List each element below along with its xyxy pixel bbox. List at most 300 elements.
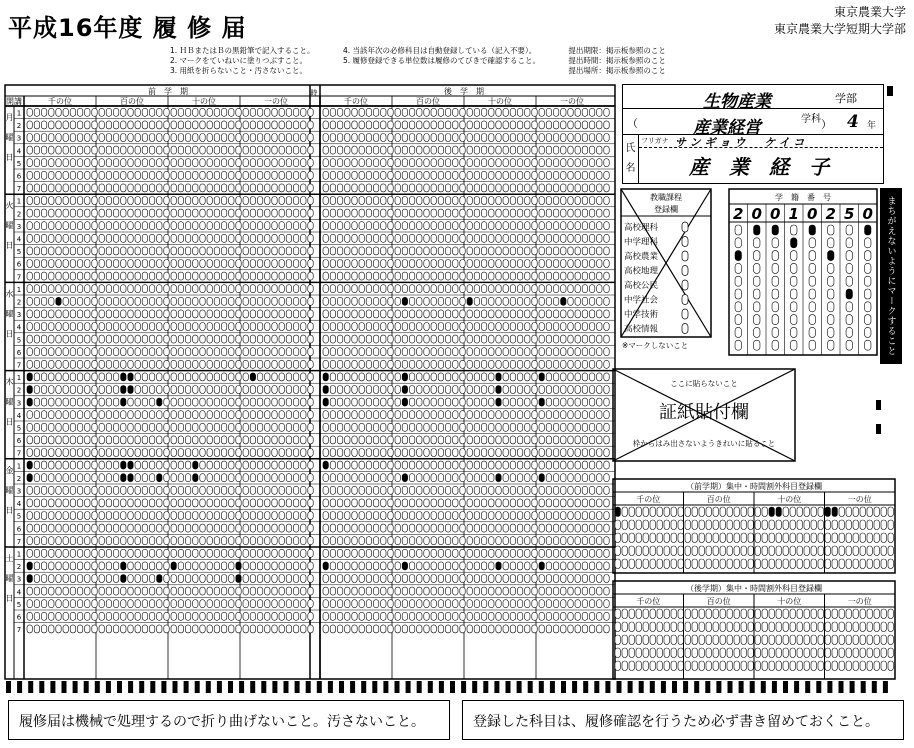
mark-bubble[interactable]: [250, 512, 255, 520]
mark-bubble[interactable]: [804, 648, 809, 658]
mark-bubble[interactable]: [106, 297, 111, 305]
mark-bubble[interactable]: [874, 648, 879, 658]
mark-bubble[interactable]: [157, 348, 162, 356]
mark-filled[interactable]: [402, 386, 407, 394]
mark-bubble[interactable]: [142, 134, 147, 142]
mark-bubble[interactable]: [56, 260, 61, 268]
mark-bubble[interactable]: [185, 625, 190, 633]
mark-bubble[interactable]: [229, 247, 234, 255]
mark-bubble[interactable]: [70, 423, 75, 431]
mark-bubble[interactable]: [272, 247, 277, 255]
mark-bubble[interactable]: [776, 635, 781, 645]
mark-bubble[interactable]: [236, 512, 241, 520]
mark-bubble[interactable]: [345, 423, 350, 431]
mark-bubble[interactable]: [142, 159, 147, 167]
mark-bubble[interactable]: [366, 310, 371, 318]
mark-bubble[interactable]: [330, 159, 335, 167]
mark-bubble[interactable]: [832, 559, 837, 569]
mark-bubble[interactable]: [431, 310, 436, 318]
mark-bubble[interactable]: [345, 512, 350, 520]
mark-bubble[interactable]: [63, 348, 68, 356]
mark-bubble[interactable]: [63, 411, 68, 419]
digit-mark-filled[interactable]: [735, 251, 741, 261]
mark-bubble[interactable]: [489, 134, 494, 142]
mark-filled[interactable]: [539, 398, 544, 406]
mark-bubble[interactable]: [99, 575, 104, 583]
mark-bubble[interactable]: [193, 423, 198, 431]
mark-bubble[interactable]: [424, 499, 429, 507]
mark-bubble[interactable]: [517, 108, 522, 116]
mark-bubble[interactable]: [27, 625, 32, 633]
mark-bubble[interactable]: [532, 512, 537, 520]
mark-bubble[interactable]: [678, 635, 683, 645]
mark-bubble[interactable]: [489, 524, 494, 532]
mark-bubble[interactable]: [445, 121, 450, 129]
mark-bubble[interactable]: [417, 360, 422, 368]
mark-bubble[interactable]: [279, 612, 284, 620]
mark-bubble[interactable]: [323, 197, 328, 205]
mark-bubble[interactable]: [553, 108, 558, 116]
mark-bubble[interactable]: [489, 625, 494, 633]
mark-bubble[interactable]: [207, 234, 212, 242]
mark-bubble[interactable]: [200, 323, 205, 331]
mark-bubble[interactable]: [352, 260, 357, 268]
mark-bubble[interactable]: [337, 486, 342, 494]
mark-bubble[interactable]: [214, 499, 219, 507]
mark-bubble[interactable]: [293, 159, 298, 167]
mark-bubble[interactable]: [99, 209, 104, 217]
mark-bubble[interactable]: [200, 260, 205, 268]
mark-bubble[interactable]: [337, 222, 342, 230]
mark-bubble[interactable]: [453, 474, 458, 482]
mark-bubble[interactable]: [539, 323, 544, 331]
mark-bubble[interactable]: [128, 134, 133, 142]
mark-bubble[interactable]: [409, 411, 414, 419]
mark-bubble[interactable]: [337, 209, 342, 217]
mark-bubble[interactable]: [229, 360, 234, 368]
mark-bubble[interactable]: [345, 297, 350, 305]
mark-bubble[interactable]: [395, 234, 400, 242]
mark-bubble[interactable]: [185, 449, 190, 457]
mark-bubble[interactable]: [692, 635, 697, 645]
mark-bubble[interactable]: [85, 512, 90, 520]
mark-bubble[interactable]: [56, 146, 61, 154]
mark-bubble[interactable]: [250, 486, 255, 494]
mark-bubble[interactable]: [85, 575, 90, 583]
mark-bubble[interactable]: [308, 134, 313, 142]
mark-bubble[interactable]: [279, 272, 284, 280]
mark-bubble[interactable]: [783, 533, 788, 543]
mark-bubble[interactable]: [149, 197, 154, 205]
mark-bubble[interactable]: [221, 436, 226, 444]
mark-bubble[interactable]: [604, 108, 609, 116]
mark-bubble[interactable]: [818, 648, 823, 658]
mark-bubble[interactable]: [106, 348, 111, 356]
mark-bubble[interactable]: [568, 247, 573, 255]
mark-bubble[interactable]: [417, 461, 422, 469]
mark-bubble[interactable]: [467, 134, 472, 142]
mark-bubble[interactable]: [99, 310, 104, 318]
digit-mark-filled[interactable]: [809, 225, 815, 235]
mark-bubble[interactable]: [286, 197, 291, 205]
mark-bubble[interactable]: [503, 449, 508, 457]
mark-bubble[interactable]: [250, 184, 255, 192]
mark-bubble[interactable]: [561, 461, 566, 469]
mark-bubble[interactable]: [481, 549, 486, 557]
mark-bubble[interactable]: [121, 222, 126, 230]
mark-bubble[interactable]: [381, 411, 386, 419]
mark-bubble[interactable]: [568, 499, 573, 507]
mark-bubble[interactable]: [503, 499, 508, 507]
mark-bubble[interactable]: [381, 486, 386, 494]
mark-bubble[interactable]: [604, 121, 609, 129]
mark-bubble[interactable]: [366, 222, 371, 230]
mark-bubble[interactable]: [257, 310, 262, 318]
mark-bubble[interactable]: [643, 507, 648, 517]
mark-bubble[interactable]: [496, 247, 501, 255]
mark-bubble[interactable]: [589, 486, 594, 494]
mark-bubble[interactable]: [85, 159, 90, 167]
mark-bubble[interactable]: [265, 184, 270, 192]
mark-bubble[interactable]: [157, 499, 162, 507]
mark-bubble[interactable]: [301, 159, 306, 167]
mark-bubble[interactable]: [236, 121, 241, 129]
mark-bubble[interactable]: [539, 121, 544, 129]
mark-bubble[interactable]: [539, 587, 544, 595]
mark-bubble[interactable]: [438, 159, 443, 167]
mark-bubble[interactable]: [250, 222, 255, 230]
mark-bubble[interactable]: [142, 474, 147, 482]
mark-bubble[interactable]: [34, 209, 39, 217]
mark-bubble[interactable]: [171, 411, 176, 419]
mark-bubble[interactable]: [178, 146, 183, 154]
mark-bubble[interactable]: [185, 411, 190, 419]
mark-bubble[interactable]: [27, 612, 32, 620]
mark-bubble[interactable]: [92, 134, 97, 142]
mark-bubble[interactable]: [330, 398, 335, 406]
mark-bubble[interactable]: [503, 524, 508, 532]
mark-bubble[interactable]: [453, 134, 458, 142]
mark-bubble[interactable]: [301, 499, 306, 507]
mark-bubble[interactable]: [157, 108, 162, 116]
mark-bubble[interactable]: [164, 121, 169, 129]
mark-bubble[interactable]: [121, 600, 126, 608]
mark-bubble[interactable]: [85, 146, 90, 154]
mark-bubble[interactable]: [178, 222, 183, 230]
mark-bubble[interactable]: [445, 272, 450, 280]
mark-bubble[interactable]: [489, 549, 494, 557]
mark-bubble[interactable]: [517, 323, 522, 331]
mark-bubble[interactable]: [135, 146, 140, 154]
mark-bubble[interactable]: [250, 260, 255, 268]
mark-bubble[interactable]: [489, 146, 494, 154]
mark-bubble[interactable]: [517, 524, 522, 532]
mark-bubble[interactable]: [539, 197, 544, 205]
mark-bubble[interactable]: [568, 159, 573, 167]
mark-bubble[interactable]: [373, 134, 378, 142]
mark-bubble[interactable]: [589, 587, 594, 595]
mark-bubble[interactable]: [453, 449, 458, 457]
mark-bubble[interactable]: [517, 209, 522, 217]
mark-bubble[interactable]: [474, 373, 479, 381]
mark-bubble[interactable]: [373, 159, 378, 167]
mark-bubble[interactable]: [402, 600, 407, 608]
mark-bubble[interactable]: [330, 197, 335, 205]
mark-bubble[interactable]: [496, 537, 501, 545]
mark-bubble[interactable]: [853, 533, 858, 543]
mark-bubble[interactable]: [546, 461, 551, 469]
mark-bubble[interactable]: [272, 423, 277, 431]
mark-bubble[interactable]: [431, 449, 436, 457]
mark-bubble[interactable]: [121, 423, 126, 431]
mark-bubble[interactable]: [568, 197, 573, 205]
mark-bubble[interactable]: [352, 549, 357, 557]
mark-bubble[interactable]: [409, 348, 414, 356]
mark-bubble[interactable]: [214, 461, 219, 469]
mark-bubble[interactable]: [503, 184, 508, 192]
mark-bubble[interactable]: [56, 234, 61, 242]
mark-bubble[interactable]: [685, 507, 690, 517]
mark-bubble[interactable]: [597, 310, 602, 318]
mark-bubble[interactable]: [546, 285, 551, 293]
mark-bubble[interactable]: [113, 348, 118, 356]
mark-bubble[interactable]: [99, 474, 104, 482]
mark-bubble[interactable]: [460, 537, 465, 545]
mark-bubble[interactable]: [582, 587, 587, 595]
mark-bubble[interactable]: [503, 197, 508, 205]
mark-bubble[interactable]: [70, 222, 75, 230]
mark-bubble[interactable]: [706, 622, 711, 632]
mark-bubble[interactable]: [214, 209, 219, 217]
mark-bubble[interactable]: [41, 449, 46, 457]
mark-bubble[interactable]: [345, 285, 350, 293]
mark-bubble[interactable]: [496, 449, 501, 457]
student-number-box[interactable]: [728, 188, 878, 356]
mark-bubble[interactable]: [460, 272, 465, 280]
mark-bubble[interactable]: [546, 323, 551, 331]
mark-bubble[interactable]: [63, 512, 68, 520]
mark-bubble[interactable]: [395, 449, 400, 457]
mark-bubble[interactable]: [409, 474, 414, 482]
mark-bubble[interactable]: [575, 423, 580, 431]
mark-bubble[interactable]: [503, 272, 508, 280]
mark-bubble[interactable]: [41, 512, 46, 520]
mark-bubble[interactable]: [185, 373, 190, 381]
mark-bubble[interactable]: [113, 562, 118, 570]
mark-bubble[interactable]: [34, 121, 39, 129]
mark-bubble[interactable]: [164, 335, 169, 343]
mark-bubble[interactable]: [229, 373, 234, 381]
mark-bubble[interactable]: [438, 512, 443, 520]
mark-bubble[interactable]: [727, 622, 732, 632]
mark-bubble[interactable]: [643, 635, 648, 645]
mark-bubble[interactable]: [323, 360, 328, 368]
mark-bubble[interactable]: [279, 512, 284, 520]
mark-bubble[interactable]: [474, 348, 479, 356]
mark-bubble[interactable]: [561, 209, 566, 217]
mark-bubble[interactable]: [257, 373, 262, 381]
mark-bubble[interactable]: [453, 461, 458, 469]
mark-bubble[interactable]: [200, 121, 205, 129]
mark-filled[interactable]: [157, 575, 162, 583]
mark-bubble[interactable]: [128, 348, 133, 356]
mark-bubble[interactable]: [337, 549, 342, 557]
mark-bubble[interactable]: [373, 209, 378, 217]
mark-bubble[interactable]: [748, 546, 753, 556]
mark-bubble[interactable]: [417, 260, 422, 268]
mark-bubble[interactable]: [308, 474, 313, 482]
mark-bubble[interactable]: [460, 386, 465, 394]
mark-bubble[interactable]: [128, 587, 133, 595]
mark-bubble[interactable]: [121, 587, 126, 595]
mark-bubble[interactable]: [243, 323, 248, 331]
mark-bubble[interactable]: [589, 625, 594, 633]
mark-bubble[interactable]: [200, 272, 205, 280]
mark-bubble[interactable]: [257, 499, 262, 507]
mark-bubble[interactable]: [308, 121, 313, 129]
digit-mark[interactable]: [754, 340, 760, 350]
mark-bubble[interactable]: [214, 184, 219, 192]
mark-bubble[interactable]: [63, 423, 68, 431]
mark-bubble[interactable]: [135, 197, 140, 205]
mark-bubble[interactable]: [832, 661, 837, 671]
mark-bubble[interactable]: [409, 524, 414, 532]
mark-bubble[interactable]: [92, 373, 97, 381]
mark-bubble[interactable]: [460, 398, 465, 406]
mark-bubble[interactable]: [381, 310, 386, 318]
mark-bubble[interactable]: [474, 461, 479, 469]
mark-bubble[interactable]: [622, 533, 627, 543]
mark-bubble[interactable]: [221, 323, 226, 331]
mark-bubble[interactable]: [832, 648, 837, 658]
mark-bubble[interactable]: [575, 348, 580, 356]
digit-mark[interactable]: [772, 327, 778, 337]
mark-bubble[interactable]: [532, 184, 537, 192]
mark-bubble[interactable]: [265, 524, 270, 532]
mark-bubble[interactable]: [193, 512, 198, 520]
mark-bubble[interactable]: [41, 335, 46, 343]
mark-bubble[interactable]: [41, 360, 46, 368]
mark-bubble[interactable]: [113, 575, 118, 583]
mark-bubble[interactable]: [70, 411, 75, 419]
mark-bubble[interactable]: [56, 499, 61, 507]
mark-bubble[interactable]: [193, 575, 198, 583]
mark-bubble[interactable]: [373, 449, 378, 457]
mark-bubble[interactable]: [359, 625, 364, 633]
mark-bubble[interactable]: [424, 423, 429, 431]
mark-bubble[interactable]: [409, 272, 414, 280]
mark-bubble[interactable]: [366, 171, 371, 179]
mark-bubble[interactable]: [142, 272, 147, 280]
mark-bubble[interactable]: [431, 108, 436, 116]
mark-bubble[interactable]: [489, 184, 494, 192]
mark-bubble[interactable]: [496, 499, 501, 507]
mark-bubble[interactable]: [164, 108, 169, 116]
mark-bubble[interactable]: [193, 197, 198, 205]
mark-bubble[interactable]: [769, 533, 774, 543]
mark-bubble[interactable]: [142, 423, 147, 431]
mark-bubble[interactable]: [860, 546, 865, 556]
mark-bubble[interactable]: [207, 612, 212, 620]
mark-bubble[interactable]: [575, 234, 580, 242]
mark-bubble[interactable]: [532, 398, 537, 406]
mark-bubble[interactable]: [460, 348, 465, 356]
mark-bubble[interactable]: [257, 549, 262, 557]
mark-bubble[interactable]: [424, 159, 429, 167]
mark-bubble[interactable]: [106, 323, 111, 331]
mark-bubble[interactable]: [553, 386, 558, 394]
mark-bubble[interactable]: [481, 209, 486, 217]
mark-bubble[interactable]: [561, 260, 566, 268]
mark-bubble[interactable]: [286, 436, 291, 444]
mark-bubble[interactable]: [561, 499, 566, 507]
mark-bubble[interactable]: [337, 171, 342, 179]
mark-bubble[interactable]: [77, 222, 82, 230]
mark-bubble[interactable]: [366, 146, 371, 154]
mark-bubble[interactable]: [460, 423, 465, 431]
mark-bubble[interactable]: [135, 512, 140, 520]
mark-bubble[interactable]: [496, 209, 501, 217]
mark-bubble[interactable]: [532, 197, 537, 205]
mark-bubble[interactable]: [308, 247, 313, 255]
mark-bubble[interactable]: [460, 134, 465, 142]
mark-bubble[interactable]: [424, 461, 429, 469]
mark-bubble[interactable]: [308, 234, 313, 242]
mark-bubble[interactable]: [113, 285, 118, 293]
mark-bubble[interactable]: [359, 197, 364, 205]
mark-bubble[interactable]: [34, 612, 39, 620]
mark-bubble[interactable]: [424, 272, 429, 280]
mark-bubble[interactable]: [388, 587, 393, 595]
mark-bubble[interactable]: [424, 260, 429, 268]
mark-bubble[interactable]: [157, 461, 162, 469]
mark-bubble[interactable]: [34, 537, 39, 545]
mark-bubble[interactable]: [409, 323, 414, 331]
mark-bubble[interactable]: [575, 108, 580, 116]
mark-bubble[interactable]: [221, 625, 226, 633]
mark-bubble[interactable]: [352, 335, 357, 343]
mark-bubble[interactable]: [250, 209, 255, 217]
mark-filled[interactable]: [615, 507, 620, 517]
mark-bubble[interactable]: [236, 587, 241, 595]
mark-bubble[interactable]: [629, 533, 634, 543]
digit-mark[interactable]: [809, 238, 815, 248]
mark-bubble[interactable]: [503, 587, 508, 595]
mark-bubble[interactable]: [453, 575, 458, 583]
mark-bubble[interactable]: [279, 360, 284, 368]
mark-bubble[interactable]: [615, 520, 620, 530]
mark-bubble[interactable]: [615, 559, 620, 569]
mark-bubble[interactable]: [92, 297, 97, 305]
mark-bubble[interactable]: [135, 612, 140, 620]
mark-bubble[interactable]: [286, 335, 291, 343]
mark-bubble[interactable]: [135, 411, 140, 419]
mark-bubble[interactable]: [135, 486, 140, 494]
mark-bubble[interactable]: [293, 146, 298, 154]
mark-bubble[interactable]: [301, 512, 306, 520]
mark-bubble[interactable]: [106, 171, 111, 179]
mark-bubble[interactable]: [250, 612, 255, 620]
furigana-value[interactable]: サンギョウ ケイコ: [675, 136, 809, 149]
mark-bubble[interactable]: [395, 171, 400, 179]
mark-bubble[interactable]: [193, 524, 198, 532]
year-value[interactable]: 4: [847, 112, 859, 132]
mark-bubble[interactable]: [445, 474, 450, 482]
mark-bubble[interactable]: [337, 398, 342, 406]
mark-bubble[interactable]: [568, 625, 573, 633]
mark-bubble[interactable]: [604, 537, 609, 545]
mark-bubble[interactable]: [755, 661, 760, 671]
